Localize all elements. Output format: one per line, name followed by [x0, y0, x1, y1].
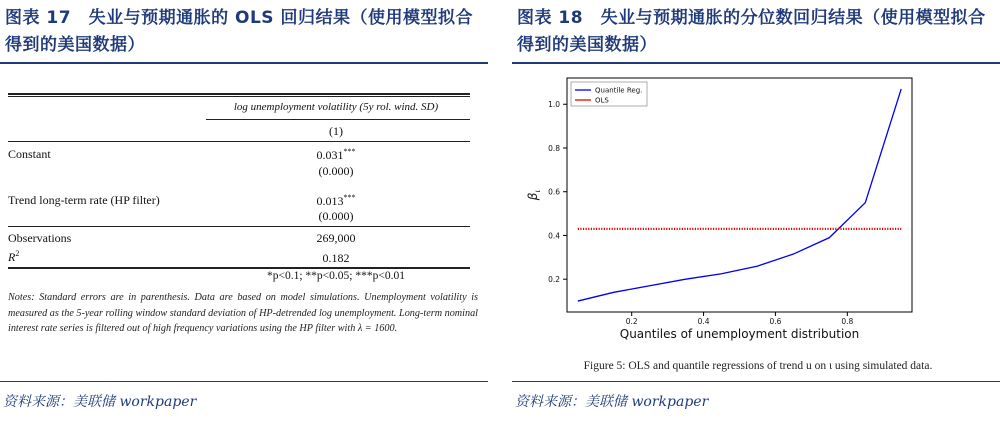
observations-label: Observations — [8, 231, 72, 245]
r2-letter: R — [8, 250, 16, 264]
bottom-divider — [512, 381, 1000, 382]
legend-label: OLS — [595, 96, 609, 105]
observations-value: 269,000 — [316, 231, 356, 245]
quantile-series-line — [578, 86, 901, 301]
y-tick-label: 0.2 — [548, 275, 560, 285]
r2-label — [8, 249, 19, 265]
y-axis-ticks — [548, 100, 567, 284]
table-notes: Notes: Standard errors are in parenthesis. Data are based on model simulations. Unemployment volatility is measured as the 5-year rolling window standard deviation of HP-detrended log unemployment. Long-term nominal interest rate series is filtered out of high frequency variations using the HP filter with λ = 1600. — [8, 292, 478, 335]
chart-legend — [571, 82, 647, 106]
y-tick-label: 0.6 — [548, 187, 560, 197]
significance-note: *p<0.1; **p<0.05; ***p<0.01 — [267, 270, 405, 282]
coef-constant-stars: *** — [343, 147, 356, 156]
figure-18-title: 图表 18 失业与预期通胀的分位数回归结果（使用模型拟合得到的美国数据） — [517, 8, 986, 55]
x-tick-label: 0.4 — [697, 317, 710, 326]
title-divider — [512, 62, 1000, 64]
y-tick-label: 1.0 — [548, 100, 560, 110]
figure-caption: Figure 5: OLS and quantile regressions of trend u on ι using simulated data. — [583, 360, 933, 372]
quantile-regression-chart — [512, 72, 1000, 342]
figure-17-title: 图表 17 失业与预期通胀的 OLS 回归结果（使用模型拟合得到的美国数据） — [5, 8, 473, 55]
r2-value: 0.182 — [322, 251, 350, 265]
se-trend: (0.000) — [318, 209, 354, 223]
dependent-variable-header: log unemployment volatility (5y rol. wind. SD) — [233, 101, 439, 113]
x-tick-label: 0.2 — [625, 317, 638, 326]
x-tick-label: 0.6 — [769, 317, 782, 326]
y-axis-label: $\beta_\iota$ — [526, 189, 542, 201]
coef-trend — [206, 193, 466, 209]
x-axis-ticks — [626, 312, 854, 326]
source-note: 资料来源：美联储 workpaper — [3, 394, 197, 410]
r2-superscript: 2 — [15, 249, 20, 258]
left-panel — [0, 0, 490, 421]
series-layer — [578, 86, 901, 301]
coef-constant — [206, 147, 466, 163]
plot-frame — [567, 78, 912, 312]
row-label-trend: Trend long-term rate (HP filter) — [8, 193, 160, 207]
coef-trend-value: 0.013 — [316, 194, 344, 208]
stats-rule — [8, 226, 470, 227]
table-top-rule-2 — [8, 96, 470, 97]
y-tick-label: 0.4 — [548, 231, 560, 241]
y-tick-label: 0.8 — [548, 143, 560, 153]
x-axis-label: Quantiles of unemployment distribution — [619, 327, 860, 341]
coef-trend-stars: *** — [343, 193, 356, 202]
table-bottom-rule — [8, 267, 470, 269]
se-constant: (0.000) — [318, 164, 354, 178]
header-bottom-rule — [8, 141, 470, 142]
source-note: 资料来源：美联储 workpaper — [515, 394, 709, 410]
coef-constant-value: 0.031 — [316, 148, 344, 162]
title-divider — [0, 62, 488, 64]
table-top-rule — [8, 93, 470, 95]
model-number: (1) — [329, 124, 343, 138]
right-panel — [512, 0, 1000, 421]
legend-label: Quantile Reg. — [595, 86, 643, 95]
x-tick-label: 0.8 — [841, 317, 854, 326]
header-underline — [206, 119, 470, 120]
bottom-divider — [0, 381, 488, 382]
row-label-constant: Constant — [8, 147, 51, 161]
